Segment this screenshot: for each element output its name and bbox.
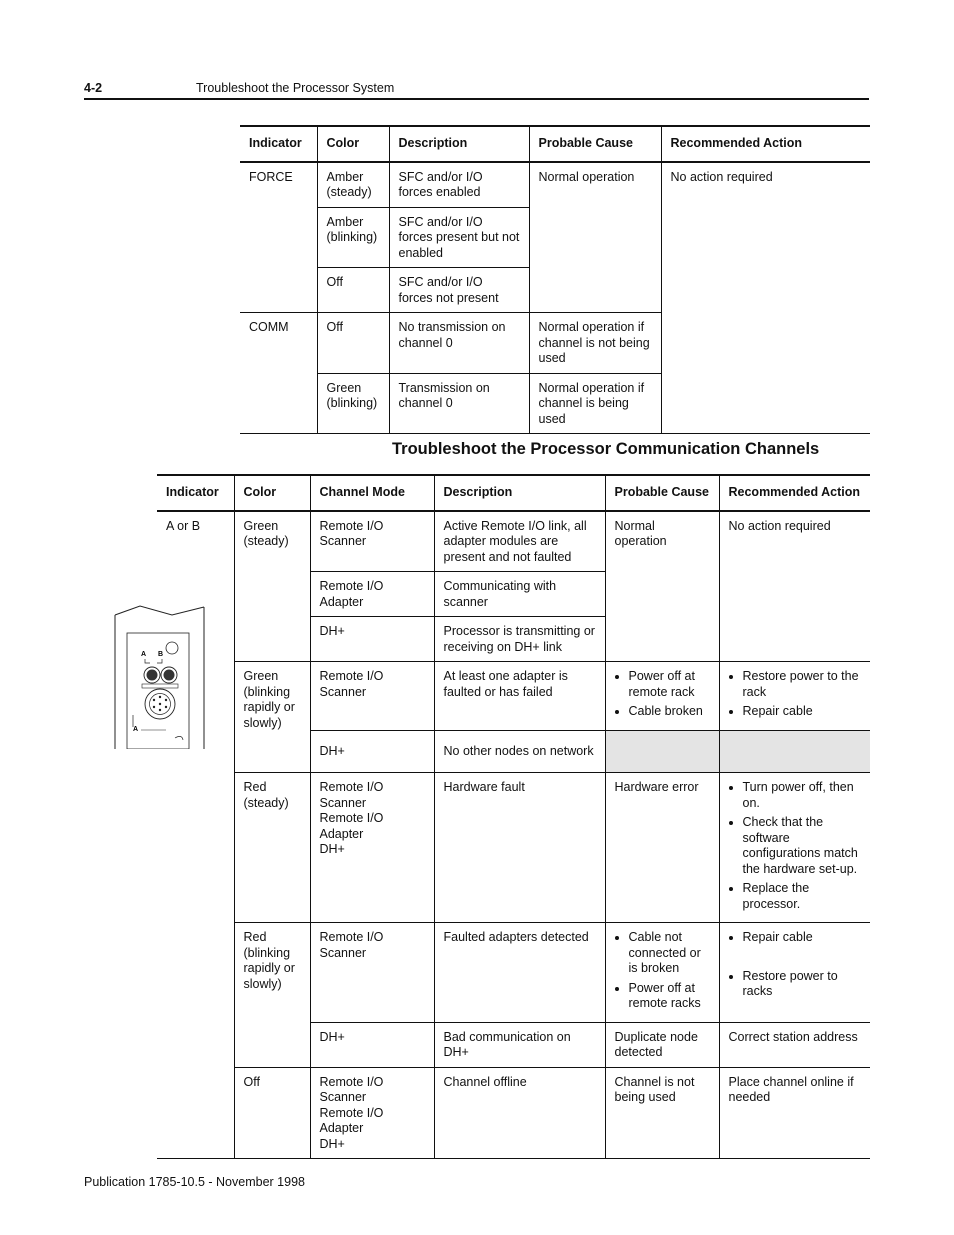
column-header: Indicator [166,485,219,499]
column-header: Probable Cause [605,475,719,511]
color-cell: Off [317,268,389,313]
column-header: Description [434,475,605,511]
cause-cell: Duplicate node detected [605,1022,719,1067]
mode-cell: DH+ [310,730,434,773]
action-item: • Repair cable [743,930,862,946]
column-header: Description [389,126,529,162]
description-cell: SFC and/or I/O forces enabled [389,162,529,208]
description-cell: SFC and/or I/O forces present but not enabled [389,207,529,268]
column-header: Indicator [249,136,302,150]
page-number: 4-2 [84,81,103,95]
indicator-cell: COMM [240,313,317,434]
section-title: Troubleshoot the Processor Communication Channels [392,440,820,458]
mode-cell [310,773,434,923]
action-item: • Restore power to racks [743,969,862,1000]
mode-cell: Remote I/O Scanner [310,511,434,572]
table-row [157,1067,870,1159]
processor-indicator-table [240,125,870,434]
indicator-cell: FORCE [249,169,293,184]
table-row [157,511,870,572]
column-header: Color [234,475,310,511]
description-cell: Faulted adapters detected [434,923,605,1023]
color-cell: Amber (blinking) [317,207,389,268]
cause-cell: Normal operation if channel is not being used [529,313,661,374]
action-cell: No action required [661,162,870,434]
mode-line: Remote I/O Scanner [319,780,384,810]
action-cell [719,923,870,1023]
action-item: • Turn power off, then on. [743,780,862,811]
mode-line: Remote I/O Adapter [319,811,384,841]
color-cell: Amber (steady) [317,162,389,208]
table-row [157,773,870,923]
description-cell: Processor is transmitting or receiving on DH+ link [434,617,605,662]
cause-cell [605,662,719,731]
cause-item: • Power off at remote rack [629,669,710,700]
description-cell: At least one adapter is faulted or has failed [434,662,605,731]
header-rule [84,98,869,100]
color-cell: Off [234,1067,310,1159]
action-cell [719,662,870,731]
action-cell: Correct station address [719,1022,870,1067]
table-header-row [157,475,870,511]
list-spacer [743,950,862,965]
description-cell: Bad communication on DH+ [434,1022,605,1067]
action-cell [719,773,870,923]
color-cell: Off [317,313,389,374]
action-item: • Repair cable [743,704,862,720]
mode-cell: Remote I/O Scanner [310,662,434,731]
mode-cell [310,1067,434,1159]
action-item: • Restore power to the rack [743,669,862,700]
cause-item: • Power off at remote racks [629,981,710,1012]
description-cell: No transmission on channel 0 [389,313,529,374]
description-cell: Active Remote I/O link, all adapter modules are present and not faulted [434,511,605,572]
mode-line: Remote I/O Adapter [319,1105,384,1135]
mode-cell: Remote I/O Adapter [310,572,434,617]
description-cell: No other nodes on network [434,730,605,773]
description-cell: SFC and/or I/O forces not present [389,268,529,313]
table-row [157,923,870,1023]
description-cell: Hardware fault [434,773,605,923]
mode-cell: DH+ [310,617,434,662]
cause-cell: Hardware error [605,773,719,923]
publication-footer: Publication 1785-10.5 - November 1998 [84,1175,305,1189]
indicator-cell: A or B [166,518,201,533]
color-cell: Green (steady) [234,511,310,662]
cause-cell: Channel is not being used [605,1067,719,1159]
mode-line: Remote I/O Scanner [319,1074,384,1104]
mode-line: DH+ [319,1136,345,1151]
table-row [240,162,870,208]
action-cell: No action required [719,511,870,662]
column-header: Color [317,126,389,162]
description-cell: Transmission on channel 0 [389,373,529,434]
column-header: Recommended Action [719,475,870,511]
cause-cell: Normal operation [529,162,661,313]
description-cell: Channel offline [434,1067,605,1159]
mode-line: DH+ [319,842,345,856]
communication-channel-table [157,474,870,1159]
action-cell: Place channel online if needed [719,1067,870,1159]
action-cell-empty [719,730,870,773]
mode-cell: Remote I/O Scanner [310,923,434,1023]
description-cell: Communicating with scanner [434,572,605,617]
cause-item: • Cable not connected or is broken [629,930,710,977]
column-header: Channel Mode [310,475,434,511]
chapter-title: Troubleshoot the Processor System [196,81,395,95]
led-label-b: B [158,651,164,658]
cause-cell-empty [605,730,719,773]
cause-cell: Normal operation if channel is being used [529,373,661,434]
mode-cell: DH+ [310,1022,434,1067]
cause-cell: Normal operation [605,511,719,662]
table-header-row [240,126,870,162]
action-item: • Check that the software configurations match the hardware set-up. [743,815,862,877]
port-label-a: A [133,726,139,733]
color-cell: Red (steady) [234,773,310,923]
cause-item: • Cable broken [629,704,710,720]
column-header: Probable Cause [529,126,661,162]
table-row [157,662,870,731]
color-cell: Green (blinking) [317,373,389,434]
color-cell: Red (blinking rapidly or slowly) [234,923,310,1068]
action-item: • Replace the processor. [743,881,862,912]
column-header: Recommended Action [661,126,870,162]
cause-cell [605,923,719,1023]
color-cell: Green (blinking rapidly or slowly) [234,662,310,773]
led-label-a: A [141,651,147,658]
